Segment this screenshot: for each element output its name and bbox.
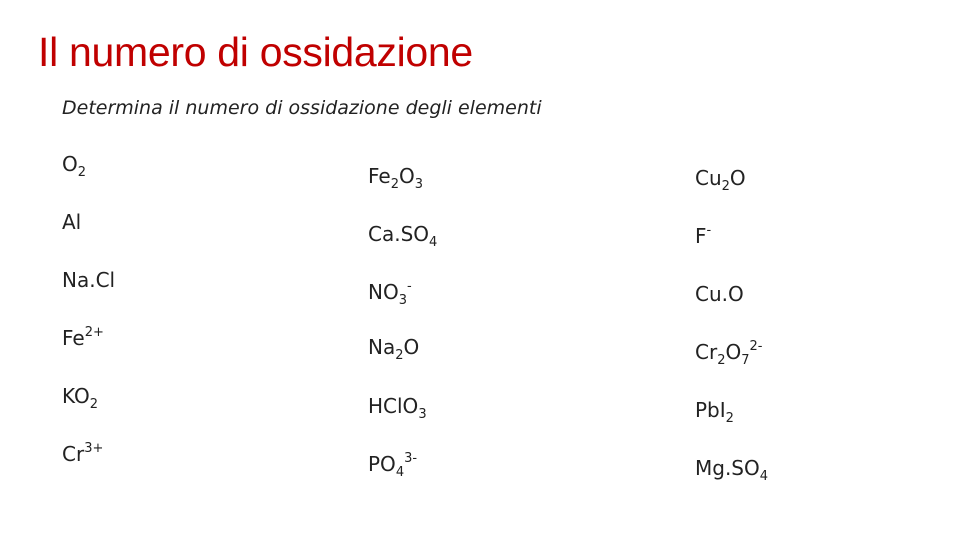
- formula-subscript: 4: [395, 465, 405, 480]
- formula-text: O: [62, 152, 78, 176]
- formula-item: [62, 210, 81, 234]
- formula-text: O: [729, 166, 746, 190]
- slide-title: Il numero di ossidazione: [38, 29, 473, 75]
- formula-item: [695, 166, 746, 194]
- formula-item: [695, 224, 711, 248]
- formula-item: [368, 335, 420, 363]
- formula-text: Cr: [62, 442, 85, 466]
- formula-item: [62, 384, 99, 412]
- formula-text: PO: [368, 452, 396, 476]
- formula-text: NO: [368, 280, 399, 304]
- formula-item: [368, 164, 424, 192]
- formula-item: [368, 451, 418, 480]
- formula-item: [368, 394, 427, 422]
- formula-item: [62, 442, 103, 466]
- formula-text: Na: [368, 335, 396, 359]
- formula-superscript: 2-: [749, 339, 763, 354]
- formula-text: Na.Cl: [62, 268, 116, 292]
- formula-text: Fe: [62, 326, 85, 350]
- formula-subscript: 4: [759, 469, 769, 484]
- formula-subscript: 2: [721, 179, 730, 194]
- formula-text: Fe: [368, 164, 391, 188]
- formula-text: F: [695, 224, 707, 248]
- formula-item: [368, 279, 412, 308]
- formula-subscript: 2: [395, 348, 404, 363]
- formula-subscript: 7: [741, 353, 750, 368]
- formula-superscript: 2+: [84, 325, 104, 340]
- formula-item: [695, 339, 763, 368]
- formula-subscript: 3: [418, 407, 427, 422]
- formula-text: Ca.SO: [368, 222, 430, 246]
- formula-item: [62, 152, 87, 180]
- formula-superscript: -: [706, 223, 712, 238]
- formula-subscript: 2: [390, 177, 399, 192]
- formula-superscript: -: [406, 279, 412, 294]
- formula-text: O: [399, 164, 415, 188]
- formula-subscript: 3: [398, 293, 407, 308]
- formula-text: Al: [62, 210, 82, 234]
- formula-item: [695, 456, 769, 484]
- formula-text: Cu: [695, 166, 722, 190]
- formula-item: [368, 222, 438, 250]
- formula-text: KO: [62, 384, 90, 408]
- formula-item: [62, 268, 115, 292]
- formula-text: O: [403, 335, 420, 359]
- formula-item: [62, 326, 104, 350]
- formula-subscript: 2: [725, 411, 734, 426]
- formula-text: Cu.O: [695, 282, 744, 306]
- slide-subtitle: Determina il numero di ossidazione degli elementi: [62, 97, 542, 119]
- formula-subscript: 2: [89, 397, 99, 412]
- formula-text: HClO: [368, 394, 419, 418]
- formula-item: [695, 398, 734, 426]
- formula-text: PbI: [695, 398, 726, 422]
- formula-subscript: 3: [414, 177, 424, 192]
- formula-subscript: 4: [429, 235, 438, 250]
- formula-subscript: 2: [77, 165, 87, 180]
- formula-superscript: 3-: [404, 451, 418, 466]
- formula-superscript: 3+: [84, 441, 104, 456]
- formula-text: Mg.SO: [695, 456, 760, 480]
- formula-item: [695, 282, 744, 306]
- formula-subscript: 2: [717, 353, 726, 368]
- formula-text: O: [725, 340, 742, 364]
- formula-text: Cr: [695, 340, 718, 364]
